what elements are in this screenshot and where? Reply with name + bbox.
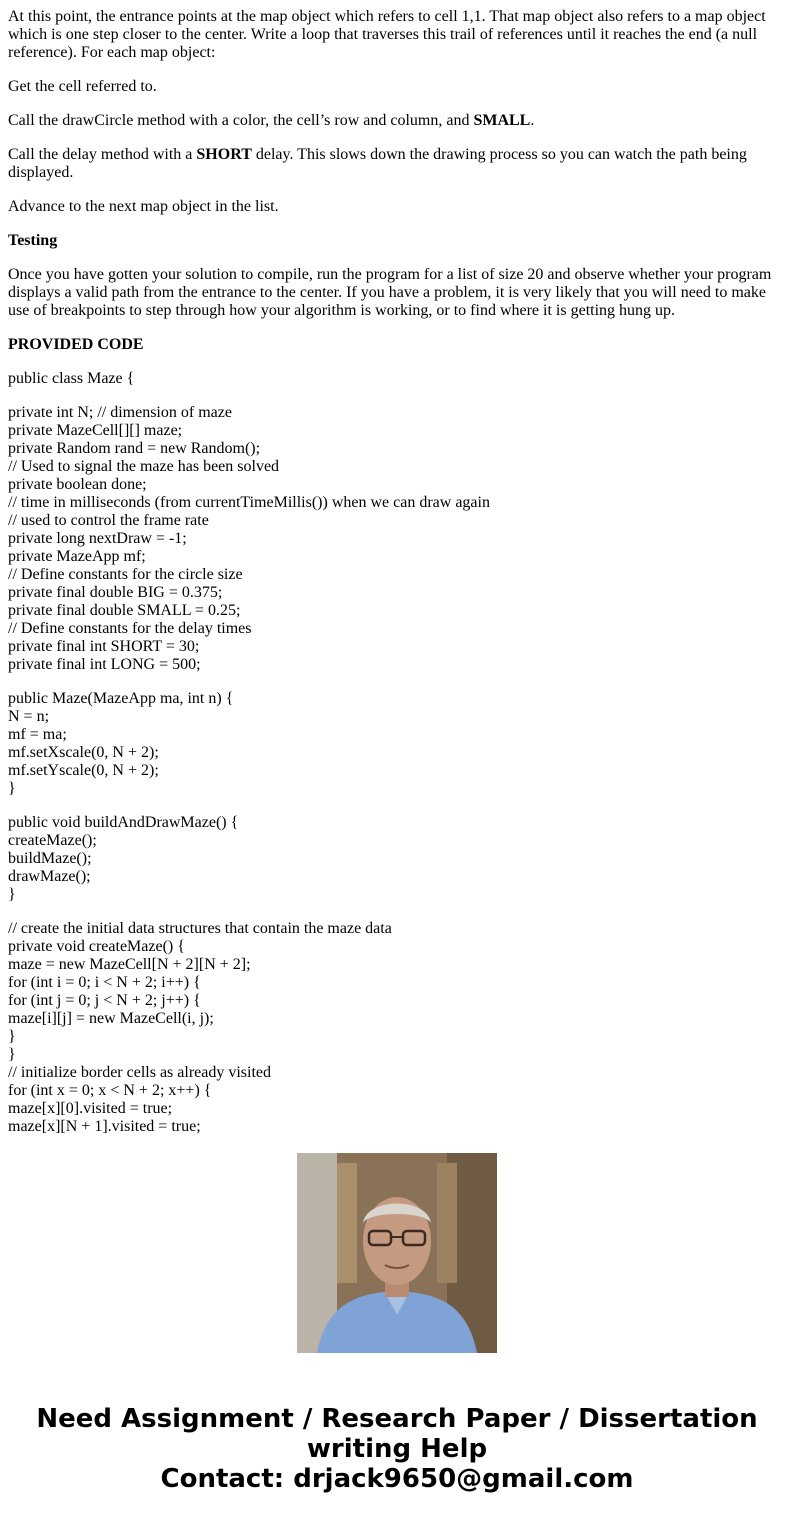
small-keyword: SMALL [473,112,531,129]
code-line: } [8,886,16,903]
banner-line-1: Need Assignment / Research Paper / Dissertation [36,1404,758,1434]
banner-line-2: writing Help [306,1434,488,1464]
draw-circle-text: Call the drawCircle method with a color, the cell’s row and column, and [8,112,474,129]
code-line: for (int x = 0; x < N + 2; x++) { [8,1082,212,1099]
code-line: maze = new MazeCell[N + 2][N + 2]; [8,956,251,973]
code-line: N = n; [8,708,50,725]
code-line: drawMaze(); [8,868,91,885]
contact-banner [0,1404,794,1494]
code-constructor [8,690,786,798]
paragraph-advance: Advance to the next map object in the list. [8,198,279,215]
code-line: // create the initial data structures that contain the maze data [8,920,392,937]
code-line: private boolean done; [8,476,147,493]
paragraph-intro: At this point, the entrance points at the map object which refers to cell 1,1. That map object also refers to a map object which is one step closer to the center. Write a loop that traverses this trail of references until it reaches the end (a null reference). For each map object: [8,8,766,61]
code-line: private MazeCell[][] maze; [8,422,183,439]
code-line: private long nextDraw = -1; [8,530,187,547]
code-line: // initialize border cells as already visited [8,1064,272,1081]
article-body [8,8,786,1135]
delay-text-end: delay. This slows down the drawing process so you can watch the path being displayed. [8,146,747,181]
code-line: public Maze(MazeApp ma, int n) { [8,690,234,707]
code-line: maze[x][0].visited = true; [8,1100,173,1117]
code-line: createMaze(); [8,832,97,849]
code-line: mf.setXscale(0, N + 2); [8,744,159,761]
code-line: // Used to signal the maze has been solved [8,458,280,475]
heading-testing: Testing [8,232,58,249]
code-line: maze[i][j] = new MazeCell(i, j); [8,1010,214,1027]
code-fields [8,404,786,674]
paragraph-delay [8,146,786,182]
code-line: // Define constants for the circle size [8,566,243,583]
code-line: public void buildAndDrawMaze() { [8,814,239,831]
code-line: for (int j = 0; j < N + 2; j++) { [8,992,201,1009]
author-portrait-icon [297,1153,497,1353]
code-line: mf.setYscale(0, N + 2); [8,762,159,779]
code-line: private final double BIG = 0.375; [8,584,223,601]
banner-contact-line: Contact: drjack9650@gmail.com [160,1464,634,1494]
code-class-declaration: public class Maze { [8,370,135,387]
heading-provided-code: PROVIDED CODE [8,336,144,353]
code-line: } [8,1046,16,1063]
code-line: } [8,1028,16,1045]
code-line: // Define constants for the delay times [8,620,252,637]
short-keyword: SHORT [196,146,252,163]
paragraph-get-cell: Get the cell referred to. [8,78,157,95]
code-line: // time in milliseconds (from currentTimeMillis()) when we can draw again [8,494,490,511]
code-line: maze[x][N + 1].visited = true; [8,1118,201,1135]
code-create-maze [8,920,786,1136]
code-line: private Random rand = new Random(); [8,440,261,457]
code-line: private final int SHORT = 30; [8,638,200,655]
code-line: buildMaze(); [8,850,92,867]
code-line: private MazeApp mf; [8,548,146,565]
code-line: } [8,780,16,797]
code-line: for (int i = 0; i < N + 2; i++) { [8,974,201,991]
code-line: private void createMaze() { [8,938,185,955]
code-line: mf = ma; [8,726,67,743]
code-line: private final double SMALL = 0.25; [8,602,241,619]
code-line: // used to control the frame rate [8,512,209,529]
code-build-and-draw [8,814,786,904]
delay-text: Call the delay method with a [8,146,197,163]
paragraph-testing: Once you have gotten your solution to compile, run the program for a list of size 20 and observe whether your program displays a valid path from the entrance to the center. If you have a problem, it is very likely that you will need to make use of breakpoints to step through how your algorithm is working, or to find where it is getting hung up. [8,266,772,319]
paragraph-draw-circle [8,112,786,130]
code-line: private final int LONG = 500; [8,656,201,673]
draw-circle-end: . [530,112,535,129]
author-avatar [297,1153,497,1353]
code-line: private int N; // dimension of maze [8,404,232,421]
